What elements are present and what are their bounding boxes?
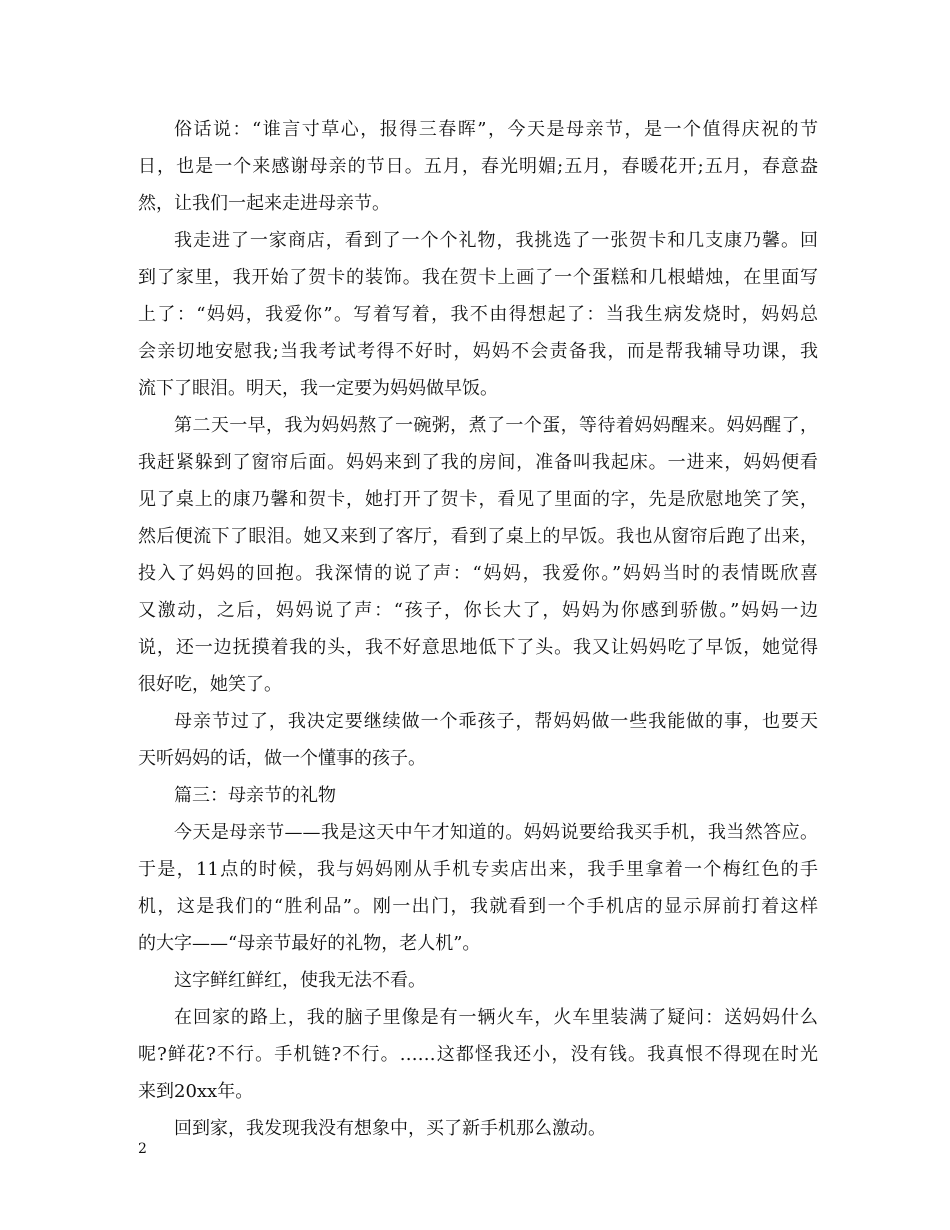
text-line: 见了桌上的康乃馨和贺卡，她打开了贺卡，看见了里面的字，先是欣慰地笑了笑， xyxy=(138,489,818,510)
text-line: 今天是母亲节——我是这天中午才知道的。妈妈说要给我买手机，我当然答应。 xyxy=(174,822,818,843)
text-line: 回到家，我发现我没有想象中，买了新手机那么激动。 xyxy=(174,1118,606,1139)
text-line: 的大字——“母亲节最好的礼物，老人机”。 xyxy=(138,933,481,954)
text-line: 这字鲜红鲜红，使我无法不看。 xyxy=(174,970,426,991)
text-line: 又激动，之后，妈妈说了声：“孩子，你长大了，妈妈为你感到骄傲。”妈妈一边 xyxy=(138,600,818,621)
text-line: 我走进了一家商店，看到了一个个礼物，我挑选了一张贺卡和几支康乃馨。回 xyxy=(174,230,818,251)
text-line: 投入了妈妈的回抱。我深情的说了声：“妈妈，我爱你。”妈妈当时的表情既欣喜 xyxy=(138,563,818,584)
text-line: 很好吃，她笑了。 xyxy=(138,674,282,695)
text-line: 日，也是一个来感谢母亲的节日。五月，春光明媚;五月，春暖花开;五月，春意盎 xyxy=(138,156,818,177)
text-line: 天听妈妈的话，做一个懂事的孩子。 xyxy=(138,748,426,769)
text-line: 机，这是我们的“胜利品”。刚一出门，我就看到一个手机店的显示屏前打着这样 xyxy=(138,896,818,917)
text-line: 上了：“妈妈，我爱你”。写着写着，我不由得想起了：当我生病发烧时，妈妈总 xyxy=(138,304,818,325)
text-line: 于是，11点的时候，我与妈妈刚从手机专卖店出来，我手里拿着一个梅红色的手 xyxy=(138,859,818,880)
page-number: 2 xyxy=(138,1141,147,1157)
text-line: 然，让我们一起来走进母亲节。 xyxy=(138,193,390,214)
text-line: 流下了眼泪。明天，我一定要为妈妈做早饭。 xyxy=(138,378,498,399)
text-line: 会亲切地安慰我;当我考试考得不好时，妈妈不会责备我，而是帮我辅导功课，我 xyxy=(138,341,818,362)
text-line: 说，还一边抚摸着我的头，我不好意思地低下了头。我又让妈妈吃了早饭，她觉得 xyxy=(138,637,818,658)
section-heading: 篇三：母亲节的礼物 xyxy=(174,785,336,806)
text-line: 在回家的路上，我的脑子里像是有一辆火车，火车里装满了疑问：送妈妈什么 xyxy=(174,1007,818,1028)
text-line: 俗话说：“谁言寸草心，报得三春晖”，今天是母亲节，是一个值得庆祝的节 xyxy=(174,119,818,140)
text-line: 呢?鲜花?不行。手机链?不行。……这都怪我还小，没有钱。我真恨不得现在时光 xyxy=(138,1044,818,1065)
text-line: 到了家里，我开始了贺卡的装饰。我在贺卡上画了一个蛋糕和几根蜡烛，在里面写 xyxy=(138,267,818,288)
text-line: 来到20xx年。 xyxy=(138,1081,254,1102)
text-line: 然后便流下了眼泪。她又来到了客厅，看到了桌上的早饭。我也从窗帘后跑了出来， xyxy=(138,526,818,547)
text-line: 母亲节过了，我决定要继续做一个乖孩子，帮妈妈做一些我能做的事，也要天 xyxy=(174,711,818,732)
text-line: 第二天一早，我为妈妈熬了一碗粥，煮了一个蛋，等待着妈妈醒来。妈妈醒了， xyxy=(174,415,818,436)
text-line: 我赶紧躲到了窗帘后面。妈妈来到了我的房间，准备叫我起床。一进来，妈妈便看 xyxy=(138,452,818,473)
